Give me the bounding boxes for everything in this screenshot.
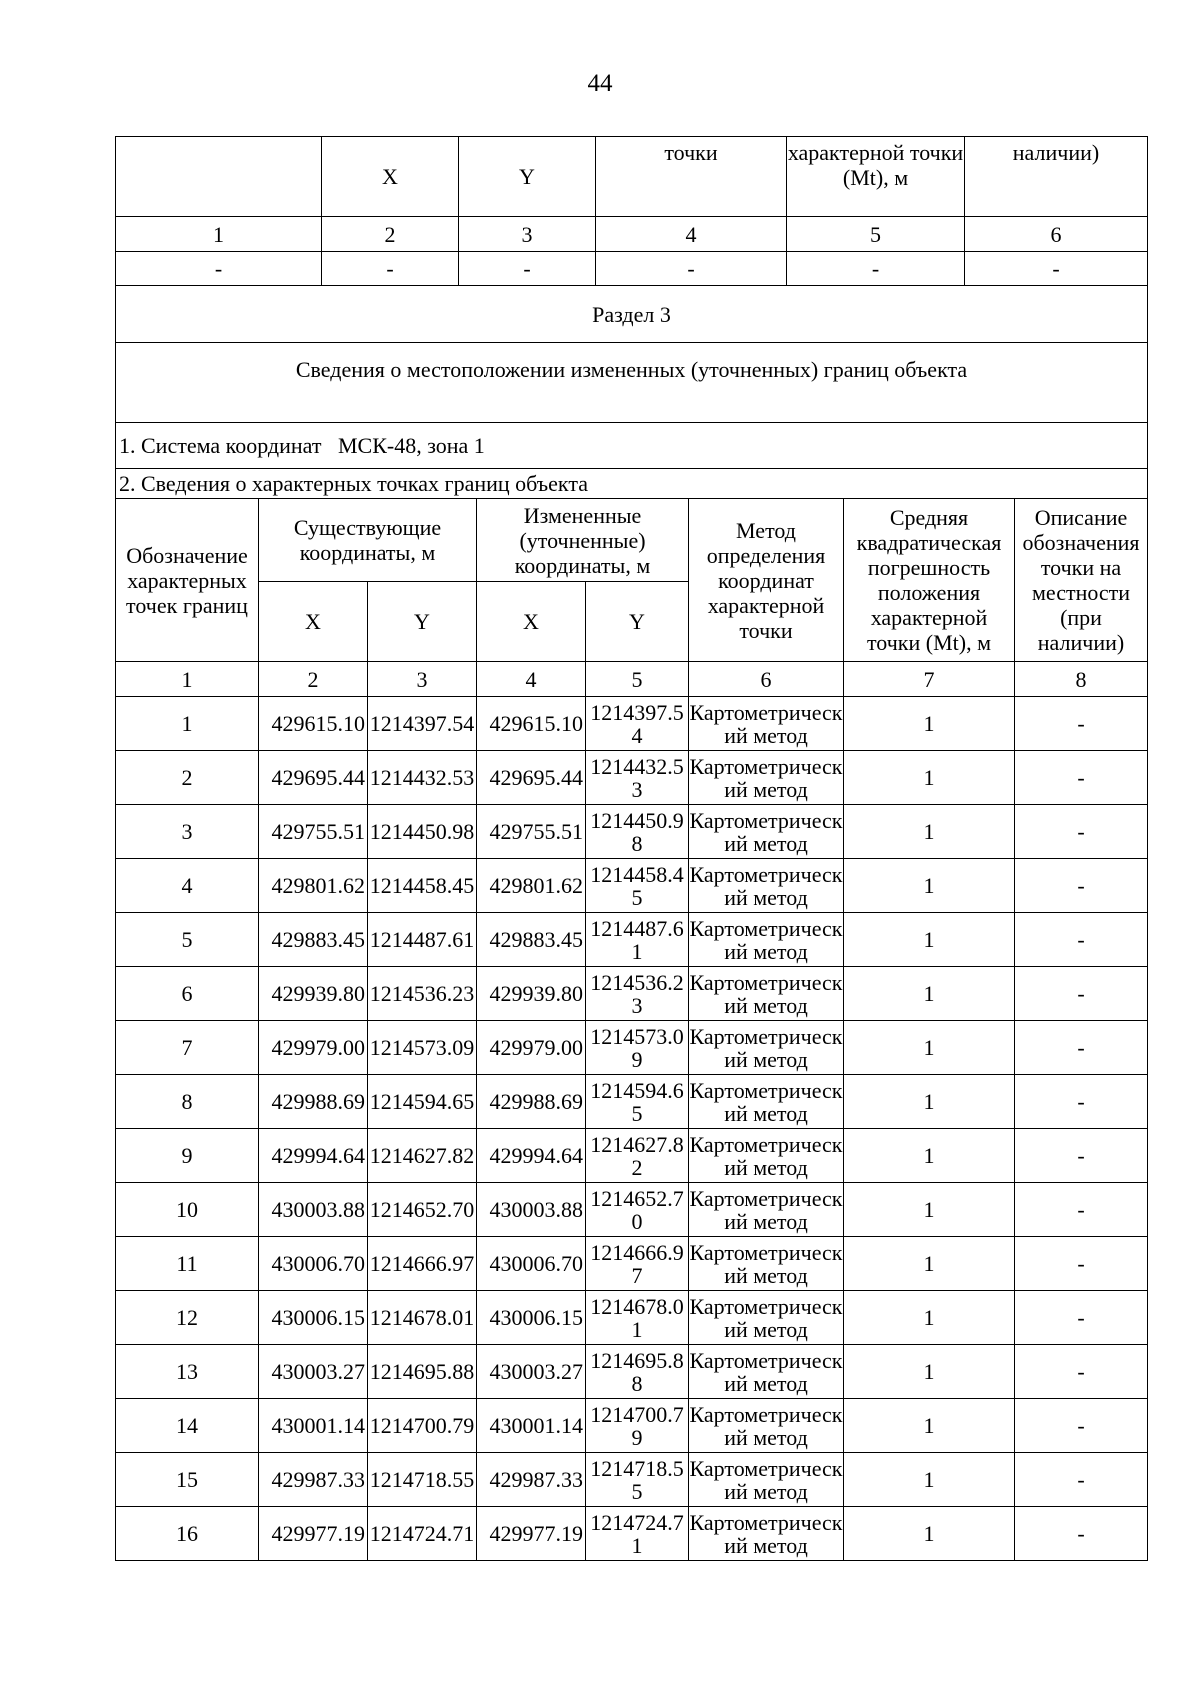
error-value: 1 — [844, 1183, 1015, 1237]
changed-x: 429994.64 — [477, 1129, 586, 1183]
top-header-cell: характерной точки (Mt), м — [787, 137, 965, 217]
table-row — [116, 1183, 1148, 1237]
description-cell: - — [1015, 751, 1148, 805]
error-value: 1 — [844, 1507, 1015, 1561]
error-value: 1 — [844, 1075, 1015, 1129]
points-header-row — [116, 499, 1148, 582]
description-cell: - — [1015, 1507, 1148, 1561]
table-row — [116, 1129, 1148, 1183]
dash-cell: - — [596, 252, 787, 286]
section-title: Раздел 3 — [116, 286, 1148, 343]
method-cell: Картометрический метод — [689, 1345, 844, 1399]
point-number: 12 — [116, 1291, 259, 1345]
description-cell: - — [1015, 1075, 1148, 1129]
method-cell: Картометрический метод — [689, 697, 844, 751]
description-cell: - — [1015, 1129, 1148, 1183]
table-row — [116, 1291, 1148, 1345]
existing-y: 1214695.88 — [368, 1345, 477, 1399]
point-number: 1 — [116, 697, 259, 751]
points-table — [115, 498, 1148, 1561]
existing-x: 430003.27 — [259, 1345, 368, 1399]
point-number: 5 — [116, 913, 259, 967]
section-subtitle: Сведения о местоположении измененных (уточненных) границ объекта — [116, 343, 1148, 423]
description-cell: - — [1015, 1453, 1148, 1507]
top-header-row — [116, 137, 1148, 217]
header-designation: Обозначение характерных точек границ — [116, 499, 259, 662]
dash-cell: - — [965, 252, 1148, 286]
existing-x: 430006.70 — [259, 1237, 368, 1291]
column-number: 5 — [586, 662, 689, 697]
table-row — [116, 697, 1148, 751]
method-cell: Картометрический метод — [689, 1399, 844, 1453]
table-row — [116, 1399, 1148, 1453]
point-number: 7 — [116, 1021, 259, 1075]
error-value: 1 — [844, 751, 1015, 805]
point-number: 3 — [116, 805, 259, 859]
points-info-line: 2. Сведения о характерных точках границ объекта — [116, 469, 1148, 499]
existing-y: 1214432.53 — [368, 751, 477, 805]
point-number: 16 — [116, 1507, 259, 1561]
point-number: 6 — [116, 967, 259, 1021]
existing-y: 1214487.61 — [368, 913, 477, 967]
column-number: 6 — [689, 662, 844, 697]
table-row — [116, 1021, 1148, 1075]
table-row — [116, 1345, 1148, 1399]
table-row — [116, 913, 1148, 967]
existing-x: 429987.33 — [259, 1453, 368, 1507]
changed-y: 1214695.88 — [586, 1345, 689, 1399]
coord-system-line: 1. Система координат МСК-48, зона 1 — [116, 423, 1148, 469]
existing-y: 1214450.98 — [368, 805, 477, 859]
header-x: X — [259, 582, 368, 662]
existing-y: 1214724.71 — [368, 1507, 477, 1561]
point-number: 9 — [116, 1129, 259, 1183]
changed-y: 1214573.09 — [586, 1021, 689, 1075]
point-number: 13 — [116, 1345, 259, 1399]
changed-x: 430006.70 — [477, 1237, 586, 1291]
changed-x: 429883.45 — [477, 913, 586, 967]
column-number: 6 — [965, 217, 1148, 252]
existing-y: 1214458.45 — [368, 859, 477, 913]
column-number: 5 — [787, 217, 965, 252]
error-value: 1 — [844, 1399, 1015, 1453]
error-value: 1 — [844, 1453, 1015, 1507]
existing-y: 1214678.01 — [368, 1291, 477, 1345]
changed-x: 429615.10 — [477, 697, 586, 751]
method-cell: Картометрический метод — [689, 1453, 844, 1507]
changed-x: 429979.00 — [477, 1021, 586, 1075]
top-header-cell: X — [322, 137, 459, 217]
top-table — [115, 136, 1148, 499]
description-cell: - — [1015, 697, 1148, 751]
existing-x: 429977.19 — [259, 1507, 368, 1561]
dash-cell: - — [787, 252, 965, 286]
method-cell: Картометрический метод — [689, 751, 844, 805]
changed-x: 429801.62 — [477, 859, 586, 913]
changed-y: 1214536.23 — [586, 967, 689, 1021]
changed-x: 430003.88 — [477, 1183, 586, 1237]
column-number: 1 — [116, 217, 322, 252]
existing-x: 429979.00 — [259, 1021, 368, 1075]
method-cell: Картометрический метод — [689, 967, 844, 1021]
existing-x: 429801.62 — [259, 859, 368, 913]
existing-y: 1214700.79 — [368, 1399, 477, 1453]
existing-y: 1214536.23 — [368, 967, 477, 1021]
existing-y: 1214627.82 — [368, 1129, 477, 1183]
existing-x: 429988.69 — [259, 1075, 368, 1129]
changed-y: 1214627.82 — [586, 1129, 689, 1183]
point-number: 10 — [116, 1183, 259, 1237]
changed-x: 429939.80 — [477, 967, 586, 1021]
error-value: 1 — [844, 859, 1015, 913]
top-header-cell: Y — [459, 137, 596, 217]
changed-x: 430006.15 — [477, 1291, 586, 1345]
description-cell: - — [1015, 805, 1148, 859]
description-cell: - — [1015, 913, 1148, 967]
description-cell: - — [1015, 1237, 1148, 1291]
changed-y: 1214397.54 — [586, 697, 689, 751]
top-number-row — [116, 217, 1148, 252]
changed-y: 1214678.01 — [586, 1291, 689, 1345]
method-cell: Картометрический метод — [689, 1183, 844, 1237]
column-number: 7 — [844, 662, 1015, 697]
description-cell: - — [1015, 1399, 1148, 1453]
point-number: 8 — [116, 1075, 259, 1129]
table-row — [116, 967, 1148, 1021]
error-value: 1 — [844, 805, 1015, 859]
existing-y: 1214718.55 — [368, 1453, 477, 1507]
error-value: 1 — [844, 1237, 1015, 1291]
error-value: 1 — [844, 697, 1015, 751]
header-changed-coords: Измененные (уточненные) координаты, м — [477, 499, 689, 582]
changed-y: 1214487.61 — [586, 913, 689, 967]
error-value: 1 — [844, 1021, 1015, 1075]
table-row — [116, 805, 1148, 859]
changed-y: 1214652.70 — [586, 1183, 689, 1237]
header-error: Средняя квадратическая погрешность положения характерной точки (Mt), м — [844, 499, 1015, 662]
error-value: 1 — [844, 1291, 1015, 1345]
changed-x: 429988.69 — [477, 1075, 586, 1129]
changed-x: 430001.14 — [477, 1399, 586, 1453]
table-row — [116, 1507, 1148, 1561]
column-number: 8 — [1015, 662, 1148, 697]
changed-y: 1214432.53 — [586, 751, 689, 805]
point-number: 11 — [116, 1237, 259, 1291]
table-row — [116, 1453, 1148, 1507]
column-number: 2 — [259, 662, 368, 697]
point-number: 15 — [116, 1453, 259, 1507]
table-row — [116, 1075, 1148, 1129]
description-cell: - — [1015, 1291, 1148, 1345]
point-number: 14 — [116, 1399, 259, 1453]
error-value: 1 — [844, 1345, 1015, 1399]
method-cell: Картометрический метод — [689, 1129, 844, 1183]
description-cell: - — [1015, 967, 1148, 1021]
existing-x: 429615.10 — [259, 697, 368, 751]
changed-y: 1214700.79 — [586, 1399, 689, 1453]
column-number: 3 — [459, 217, 596, 252]
changed-x: 430003.27 — [477, 1345, 586, 1399]
existing-x: 429883.45 — [259, 913, 368, 967]
method-cell: Картометрический метод — [689, 1021, 844, 1075]
method-cell: Картометрический метод — [689, 1237, 844, 1291]
point-number: 4 — [116, 859, 259, 913]
header-x: X — [477, 582, 586, 662]
top-header-cell: точки — [596, 137, 787, 217]
description-cell: - — [1015, 1345, 1148, 1399]
method-cell: Картометрический метод — [689, 913, 844, 967]
existing-x: 429939.80 — [259, 967, 368, 1021]
method-cell: Картометрический метод — [689, 1291, 844, 1345]
table-row — [116, 1237, 1148, 1291]
top-header-cell — [116, 137, 322, 217]
changed-x: 429755.51 — [477, 805, 586, 859]
changed-y: 1214718.55 — [586, 1453, 689, 1507]
changed-x: 429977.19 — [477, 1507, 586, 1561]
existing-y: 1214397.54 — [368, 697, 477, 751]
existing-x: 429755.51 — [259, 805, 368, 859]
dash-cell: - — [322, 252, 459, 286]
existing-y: 1214666.97 — [368, 1237, 477, 1291]
existing-x: 430006.15 — [259, 1291, 368, 1345]
existing-x: 429695.44 — [259, 751, 368, 805]
column-number: 4 — [596, 217, 787, 252]
method-cell: Картометрический метод — [689, 859, 844, 913]
changed-y: 1214594.65 — [586, 1075, 689, 1129]
header-description: Описание обозначения точки на местности (при наличии) — [1015, 499, 1148, 662]
method-cell: Картометрический метод — [689, 1507, 844, 1561]
table-row — [116, 859, 1148, 913]
page-number: 44 — [587, 70, 613, 97]
changed-x: 429987.33 — [477, 1453, 586, 1507]
method-cell: Картометрический метод — [689, 805, 844, 859]
description-cell: - — [1015, 1183, 1148, 1237]
top-dash-row — [116, 252, 1148, 286]
error-value: 1 — [844, 967, 1015, 1021]
points-number-row — [116, 662, 1148, 697]
changed-y: 1214724.71 — [586, 1507, 689, 1561]
existing-x: 429994.64 — [259, 1129, 368, 1183]
header-y: Y — [368, 582, 477, 662]
column-number: 3 — [368, 662, 477, 697]
description-cell: - — [1015, 859, 1148, 913]
table-row — [116, 751, 1148, 805]
column-number: 2 — [322, 217, 459, 252]
error-value: 1 — [844, 1129, 1015, 1183]
error-value: 1 — [844, 913, 1015, 967]
point-number: 2 — [116, 751, 259, 805]
existing-y: 1214594.65 — [368, 1075, 477, 1129]
existing-x: 430001.14 — [259, 1399, 368, 1453]
dash-cell: - — [459, 252, 596, 286]
top-header-cell: наличии) — [965, 137, 1148, 217]
changed-y: 1214458.45 — [586, 859, 689, 913]
method-cell: Картометрический метод — [689, 1075, 844, 1129]
existing-x: 430003.88 — [259, 1183, 368, 1237]
description-cell: - — [1015, 1021, 1148, 1075]
column-number: 4 — [477, 662, 586, 697]
header-existing-coords: Существующие координаты, м — [259, 499, 477, 582]
changed-x: 429695.44 — [477, 751, 586, 805]
existing-y: 1214652.70 — [368, 1183, 477, 1237]
dash-cell: - — [116, 252, 322, 286]
changed-y: 1214666.97 — [586, 1237, 689, 1291]
existing-y: 1214573.09 — [368, 1021, 477, 1075]
changed-y: 1214450.98 — [586, 805, 689, 859]
column-number: 1 — [116, 662, 259, 697]
header-y: Y — [586, 582, 689, 662]
header-method: Метод определения координат характерной точки — [689, 499, 844, 662]
